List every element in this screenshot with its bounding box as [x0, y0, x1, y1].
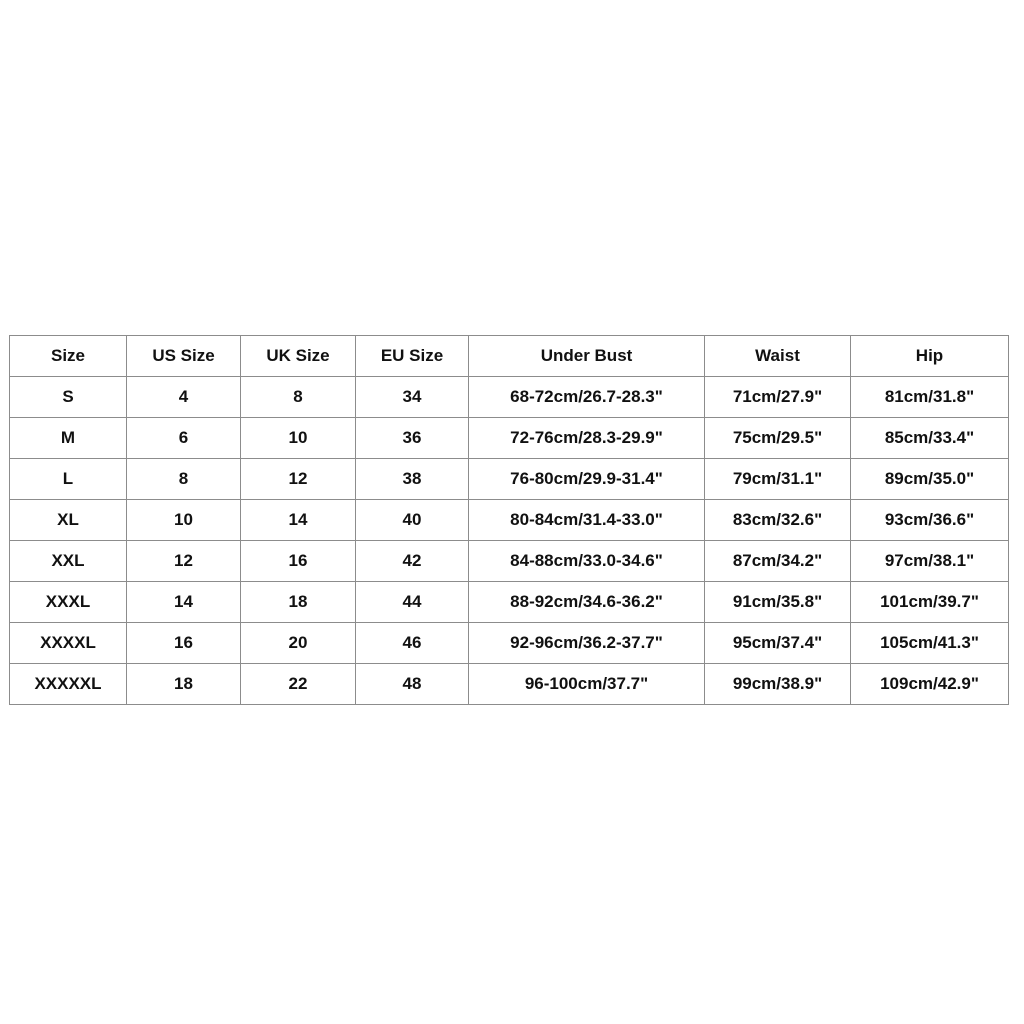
header-size: Size [10, 336, 127, 377]
uk-size-cell: 10 [241, 418, 356, 459]
under-bust-cell: 88-92cm/34.6-36.2" [469, 582, 705, 623]
waist-cell: 79cm/31.1" [705, 459, 851, 500]
table-row [10, 623, 1009, 664]
under-bust-cell: 84-88cm/33.0-34.6" [469, 541, 705, 582]
under-bust-cell: 80-84cm/31.4-33.0" [469, 500, 705, 541]
eu-size-cell: 42 [356, 541, 469, 582]
table-row [10, 377, 1009, 418]
header-hip: Hip [851, 336, 1009, 377]
under-bust-cell: 72-76cm/28.3-29.9" [469, 418, 705, 459]
header-eu-size: EU Size [356, 336, 469, 377]
header-uk-size: UK Size [241, 336, 356, 377]
header-waist: Waist [705, 336, 851, 377]
us-size-cell: 14 [127, 582, 241, 623]
size-cell: XXXXL [10, 623, 127, 664]
table-row [10, 582, 1009, 623]
size-cell: M [10, 418, 127, 459]
under-bust-cell: 68-72cm/26.7-28.3" [469, 377, 705, 418]
size-cell: L [10, 459, 127, 500]
hip-cell: 97cm/38.1" [851, 541, 1009, 582]
size-cell: XXL [10, 541, 127, 582]
hip-cell: 93cm/36.6" [851, 500, 1009, 541]
us-size-cell: 12 [127, 541, 241, 582]
hip-cell: 101cm/39.7" [851, 582, 1009, 623]
hip-cell: 109cm/42.9" [851, 664, 1009, 705]
under-bust-cell: 76-80cm/29.9-31.4" [469, 459, 705, 500]
table-row [10, 541, 1009, 582]
waist-cell: 95cm/37.4" [705, 623, 851, 664]
uk-size-cell: 22 [241, 664, 356, 705]
table-row [10, 459, 1009, 500]
eu-size-cell: 46 [356, 623, 469, 664]
eu-size-cell: 44 [356, 582, 469, 623]
eu-size-cell: 40 [356, 500, 469, 541]
us-size-cell: 8 [127, 459, 241, 500]
eu-size-cell: 34 [356, 377, 469, 418]
us-size-cell: 16 [127, 623, 241, 664]
under-bust-cell: 92-96cm/36.2-37.7" [469, 623, 705, 664]
size-cell: XXXL [10, 582, 127, 623]
table-row [10, 418, 1009, 459]
eu-size-cell: 38 [356, 459, 469, 500]
size-chart-table [9, 335, 1009, 705]
size-cell: XXXXXL [10, 664, 127, 705]
uk-size-cell: 20 [241, 623, 356, 664]
waist-cell: 87cm/34.2" [705, 541, 851, 582]
hip-cell: 81cm/31.8" [851, 377, 1009, 418]
eu-size-cell: 36 [356, 418, 469, 459]
hip-cell: 105cm/41.3" [851, 623, 1009, 664]
waist-cell: 99cm/38.9" [705, 664, 851, 705]
table-row [10, 664, 1009, 705]
hip-cell: 89cm/35.0" [851, 459, 1009, 500]
hip-cell: 85cm/33.4" [851, 418, 1009, 459]
waist-cell: 83cm/32.6" [705, 500, 851, 541]
us-size-cell: 6 [127, 418, 241, 459]
us-size-cell: 4 [127, 377, 241, 418]
us-size-cell: 10 [127, 500, 241, 541]
header-us-size: US Size [127, 336, 241, 377]
eu-size-cell: 48 [356, 664, 469, 705]
under-bust-cell: 96-100cm/37.7" [469, 664, 705, 705]
header-row [10, 336, 1009, 377]
size-cell: XL [10, 500, 127, 541]
header-under-bust: Under Bust [469, 336, 705, 377]
table-row [10, 500, 1009, 541]
size-cell: S [10, 377, 127, 418]
waist-cell: 75cm/29.5" [705, 418, 851, 459]
uk-size-cell: 14 [241, 500, 356, 541]
waist-cell: 71cm/27.9" [705, 377, 851, 418]
us-size-cell: 18 [127, 664, 241, 705]
uk-size-cell: 8 [241, 377, 356, 418]
waist-cell: 91cm/35.8" [705, 582, 851, 623]
uk-size-cell: 18 [241, 582, 356, 623]
uk-size-cell: 12 [241, 459, 356, 500]
uk-size-cell: 16 [241, 541, 356, 582]
